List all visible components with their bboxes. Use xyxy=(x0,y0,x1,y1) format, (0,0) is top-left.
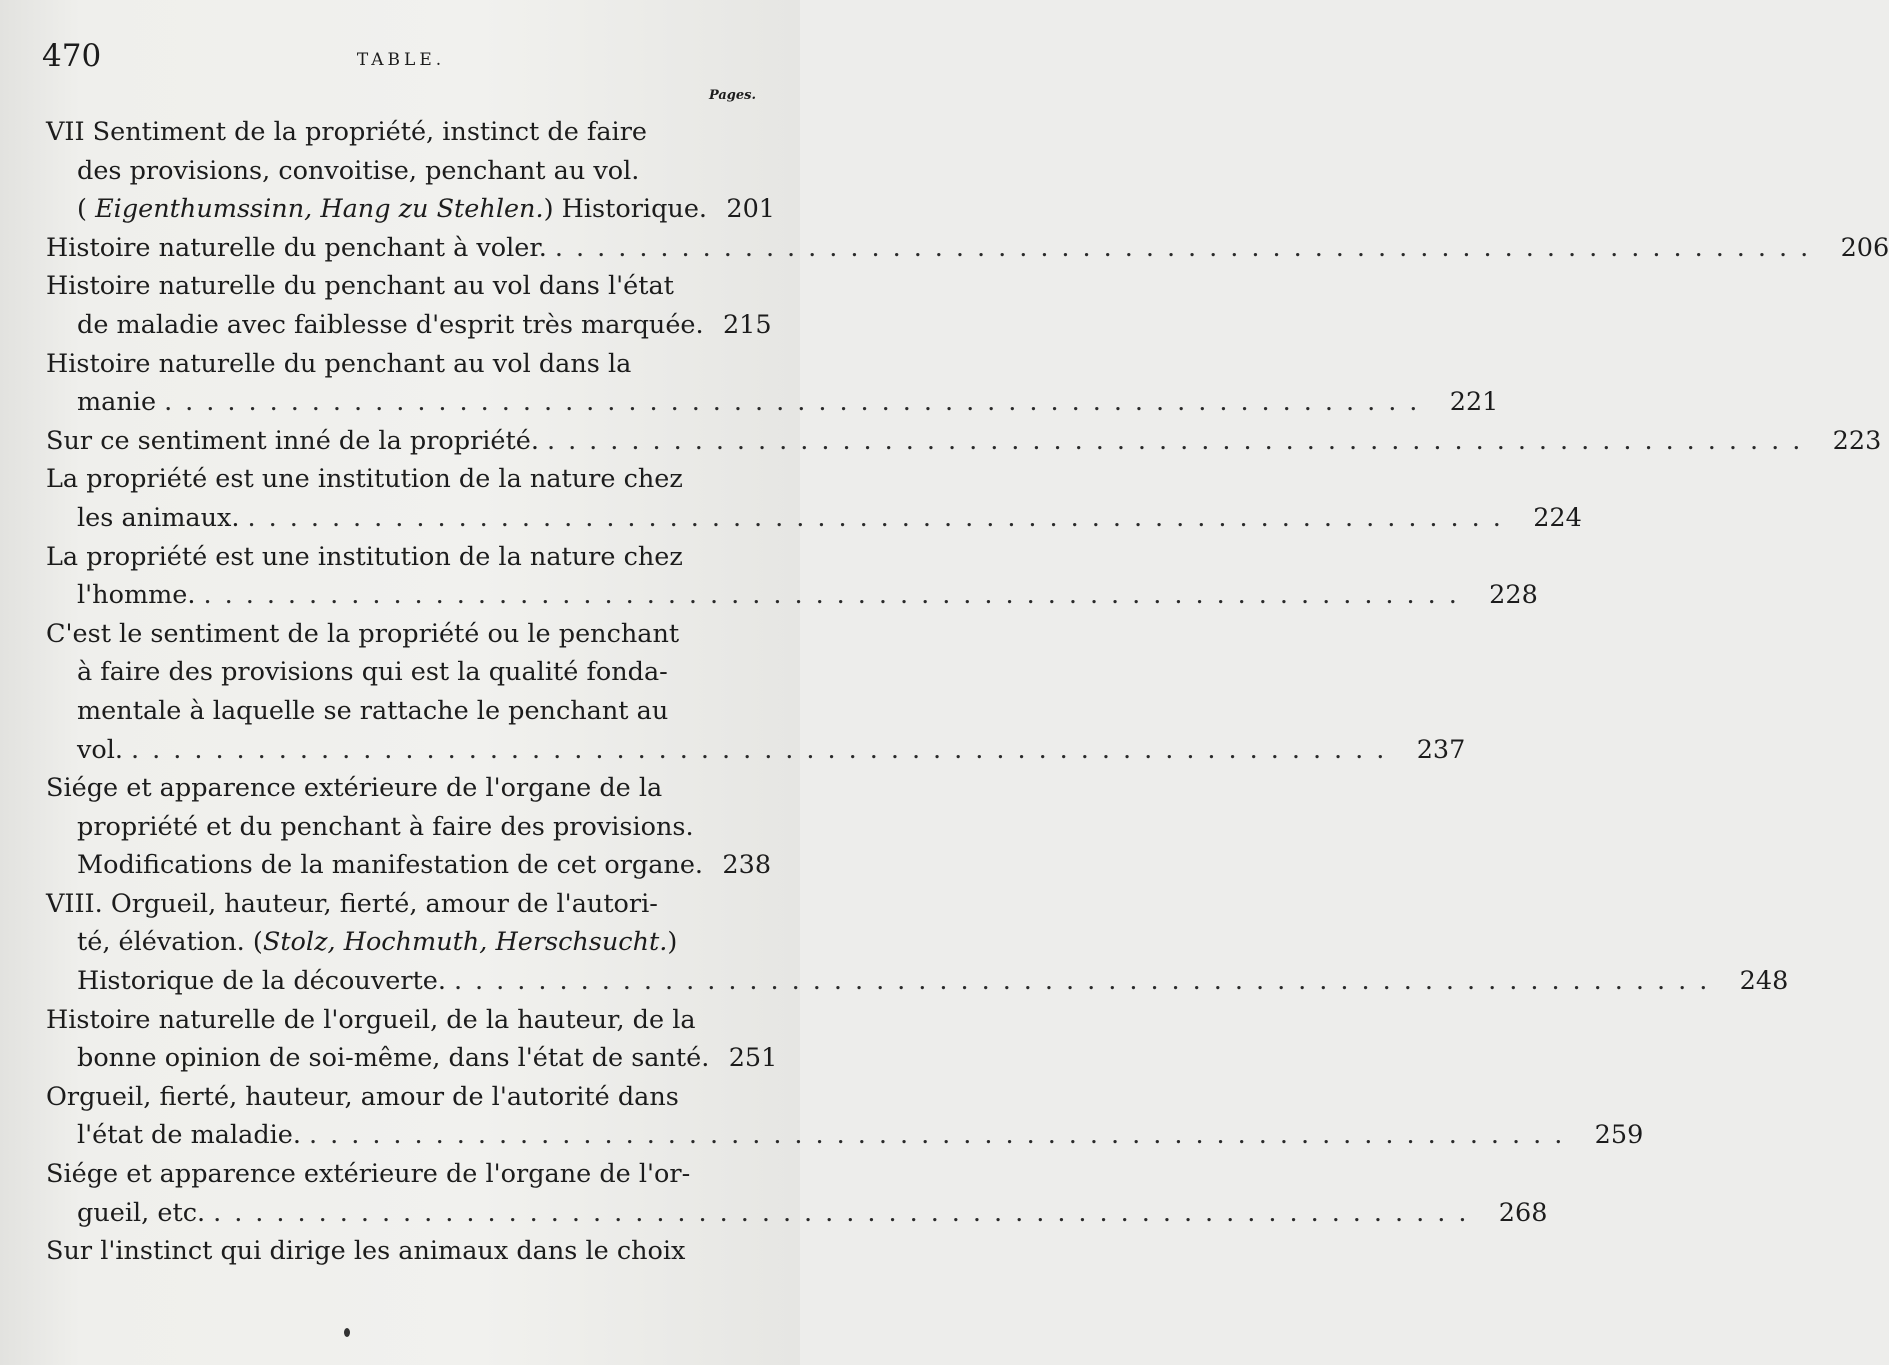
toc-line xyxy=(46,152,742,191)
toc-entry xyxy=(46,1232,742,1271)
toc-entry xyxy=(46,1155,1548,1232)
entry-text: Orgueil, fierté, hauteur, amour de l'autorité dans xyxy=(46,1081,679,1112)
toc-line xyxy=(46,267,742,306)
entry-text: de maladie avec faiblesse d'esprit très marquée. xyxy=(77,309,704,340)
toc-line xyxy=(46,1078,742,1117)
entry-text: mentale à laquelle se rattache le penchant au xyxy=(77,695,669,726)
entry-text: manie xyxy=(77,387,157,418)
toc-line xyxy=(46,113,742,152)
page-header xyxy=(42,38,760,78)
page-reference: 206 xyxy=(1840,232,1889,263)
entry-text: propriété et du penchant à faire des provisions. xyxy=(77,811,694,842)
entry-text: Modifications de la manifestation de cet organe. xyxy=(77,850,704,881)
toc-entry xyxy=(46,769,772,885)
toc-line xyxy=(46,653,742,692)
entry-text: VII Sentiment de la propriété, instinct de faire xyxy=(46,117,647,147)
toc-line xyxy=(46,383,1499,422)
page-reference: 268 xyxy=(1498,1197,1548,1228)
toc-line xyxy=(46,692,742,731)
entry-text: Historique de la découverte. xyxy=(77,966,446,997)
german-term: Eigenthumssinn, Hang zu Stehlen. xyxy=(95,194,544,225)
entry-text: C'est le sentiment de la propriété ou le penchant xyxy=(46,618,680,649)
toc-line xyxy=(46,499,1582,538)
toc-entry xyxy=(46,460,1582,537)
ink-speck xyxy=(344,1328,350,1337)
german-term: Stolz, Hochmuth, Herschsucht. xyxy=(262,927,668,958)
entry-text: l'homme. xyxy=(77,580,196,611)
entry-text: Histoire naturelle du penchant à voler. xyxy=(46,232,547,263)
toc-line xyxy=(46,1155,742,1194)
toc-line xyxy=(46,190,776,229)
toc-line xyxy=(46,615,742,654)
page-reference: 223 xyxy=(1832,425,1882,456)
toc-line xyxy=(46,1232,742,1271)
page-reference: 221 xyxy=(1449,387,1499,418)
dot-leader: ............................................................ xyxy=(309,1120,1576,1151)
toc-entry xyxy=(46,1001,778,1078)
dot-leader: ............................................................ xyxy=(453,966,1721,997)
page-reference: 248 xyxy=(1739,966,1789,997)
toc-line xyxy=(46,538,742,577)
toc-line xyxy=(46,1001,742,1040)
toc-entry xyxy=(46,1078,1644,1155)
entry-text: Histoire naturelle de l'orgueil, de la hauteur, de la xyxy=(46,1004,696,1035)
page-reference: 224 xyxy=(1533,502,1582,533)
pages-column-label: Pages. xyxy=(708,88,756,103)
toc-entry xyxy=(46,345,1499,422)
page-reference: 201 xyxy=(726,194,776,225)
toc-line xyxy=(46,345,742,384)
dot-leader: ............................................................ xyxy=(546,425,1814,456)
toc-entry xyxy=(46,229,1889,268)
entry-text xyxy=(77,923,677,962)
dot-leader: ............................................................ xyxy=(554,232,1822,263)
page-reference: 259 xyxy=(1594,1120,1644,1151)
toc-line xyxy=(46,923,742,962)
entry-text xyxy=(77,190,707,229)
toc-entry xyxy=(46,422,1882,461)
toc-line xyxy=(46,962,1789,1001)
entry-text: Histoire naturelle du penchant au vol dans l'état xyxy=(46,271,674,302)
page-reference: 251 xyxy=(728,1043,778,1074)
toc-line xyxy=(46,229,1889,268)
toc-line xyxy=(46,731,1466,770)
entry-text: les animaux. xyxy=(77,502,240,533)
toc-entry xyxy=(46,113,776,229)
toc-line xyxy=(46,1116,1644,1155)
toc-line xyxy=(46,460,742,499)
dot-leader: ............................................................ xyxy=(131,734,1398,765)
dot-leader: ............................................................ xyxy=(213,1197,1480,1228)
entry-text: Histoire naturelle du penchant au vol dans la xyxy=(46,348,632,379)
running-title: TABLE. xyxy=(356,50,446,70)
entry-text: VIII. Orgueil, hauteur, fierté, amour de l'autori- xyxy=(46,888,658,919)
page-reference: 237 xyxy=(1416,734,1466,765)
toc-entry xyxy=(46,615,1466,769)
entry-text-post: ) xyxy=(667,927,678,958)
toc-line xyxy=(46,306,772,345)
dot-leader: ............................................................ xyxy=(164,387,1431,418)
entry-text: des provisions, convoitise, penchant au vol. xyxy=(77,155,640,186)
entry-text: Sur ce sentiment inné de la propriété. xyxy=(46,425,539,456)
dot-leader: ............................................................ xyxy=(203,580,1470,611)
entry-text-pre: ( xyxy=(77,194,96,225)
page-reference: 238 xyxy=(722,850,772,881)
entry-text: La propriété est une institution de la nature chez xyxy=(46,464,683,495)
toc-line xyxy=(46,1039,778,1078)
entry-text: Siége et apparence extérieure de l'organe de l'or- xyxy=(46,1159,691,1190)
entry-text-pre: té, élévation. ( xyxy=(77,927,263,958)
entry-text-post: ) Historique. xyxy=(543,194,708,225)
entry-text: gueil, etc. xyxy=(77,1197,206,1228)
entry-text: vol. xyxy=(77,734,124,765)
page-reference: 215 xyxy=(722,309,772,340)
entry-text: La propriété est une institution de la nature chez xyxy=(46,541,683,572)
toc-line xyxy=(46,885,742,924)
toc-line xyxy=(46,1194,1548,1233)
entry-text: bonne opinion de soi-même, dans l'état de santé. xyxy=(77,1043,710,1074)
toc-entry xyxy=(46,538,1538,615)
table-of-contents xyxy=(46,113,1889,1271)
dot-leader: ............................................................ xyxy=(247,502,1514,533)
toc-entry xyxy=(46,267,772,344)
toc-line xyxy=(46,576,1538,615)
entry-text: Siége et apparence extérieure de l'organe de la xyxy=(46,773,663,804)
toc-entry xyxy=(46,885,1789,1001)
entry-text: à faire des provisions qui est la qualité fonda- xyxy=(77,657,668,688)
entry-text: Sur l'instinct qui dirige les animaux dans le choix xyxy=(46,1236,686,1267)
toc-line xyxy=(46,422,1882,461)
toc-line xyxy=(46,808,742,847)
entry-text: l'état de maladie. xyxy=(77,1120,301,1151)
page-reference: 228 xyxy=(1489,580,1538,611)
toc-line xyxy=(46,846,772,885)
page-number: 470 xyxy=(42,38,102,74)
toc-line xyxy=(46,769,742,808)
